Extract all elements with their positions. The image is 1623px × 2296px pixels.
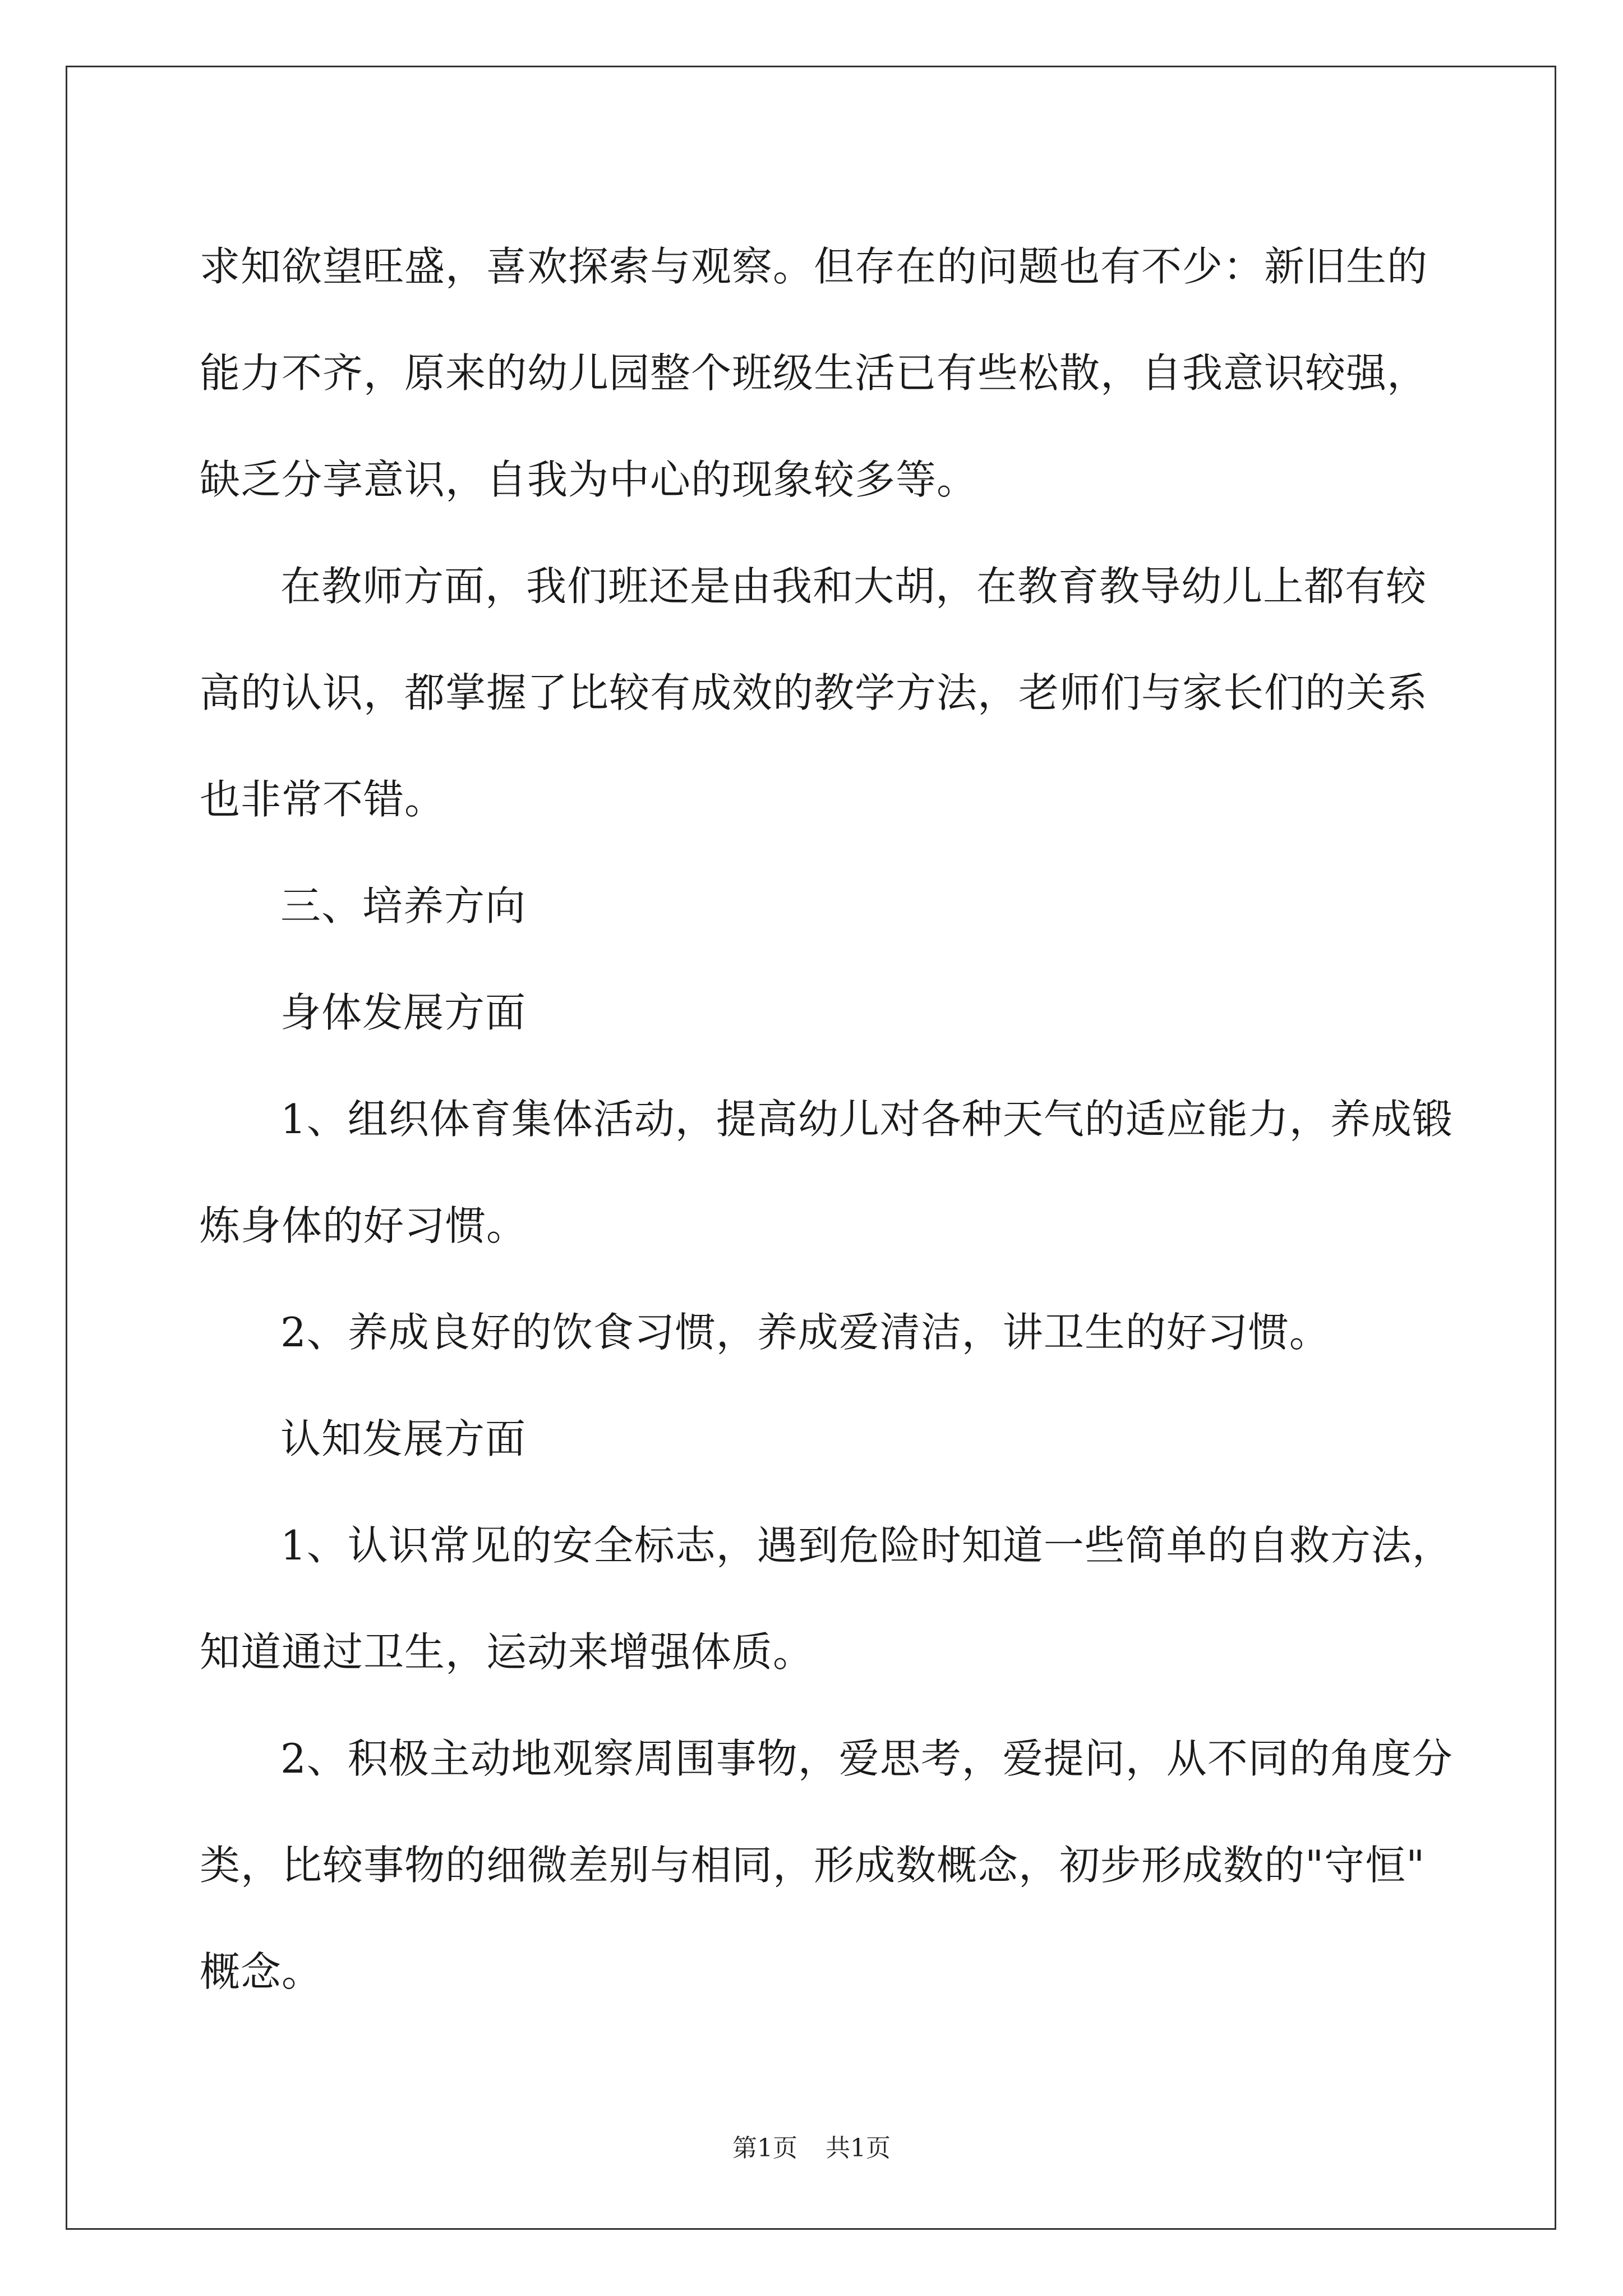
text-line: 知道通过卫生，运动来增强体质。 [200,1628,814,1676]
document-body [200,213,1453,2025]
text-line: 类，比较事物的细微差别与相同，形成数概念，初步形成数的"守恒" [200,1842,1426,1889]
text-line: 2、积极主动地观察周围事物，爱思考，爱提问，从不同的角度分 [280,1735,1453,1782]
text-line: 也非常不错。 [200,776,446,823]
text-line: 1、组织体育集体活动，提高幼儿对各种天气的适应能力，养成锻 [280,1096,1453,1143]
page-number-total: 共1页 [826,2134,891,2162]
text-line: 概念。 [200,1948,323,1995]
page-footer [0,2132,1623,2165]
text-line: 2、养成良好的饮食习惯，养成爱清洁，讲卫生的好习惯。 [280,1309,1330,1356]
section-heading: 三、培养方向 [280,882,527,930]
text-line: 1、认识常见的安全标志，遇到危险时知道一些简单的自救方法， [280,1522,1453,1569]
subsection-heading: 认知发展方面 [280,1415,527,1462]
text-line: 高的认识，都掌握了比较有成效的教学方法，老师们与家长们的关系 [200,669,1428,716]
text-line: 炼身体的好习惯。 [200,1202,528,1249]
text-line: 求知欲望旺盛，喜欢探索与观察。但存在的问题也有不少：新旧生的 [200,243,1428,290]
subsection-heading: 身体发展方面 [280,989,527,1036]
text-line: 缺乏分享意识，自我为中心的现象较多等。 [200,456,978,503]
page-number-current: 第1页 [732,2134,797,2162]
text-line: 在教师方面，我们班还是由我和大胡，在教育教导幼儿上都有较 [280,563,1427,610]
text-line: 能力不齐，原来的幼儿园整个班级生活已有些松散，自我意识较强， [200,349,1428,397]
